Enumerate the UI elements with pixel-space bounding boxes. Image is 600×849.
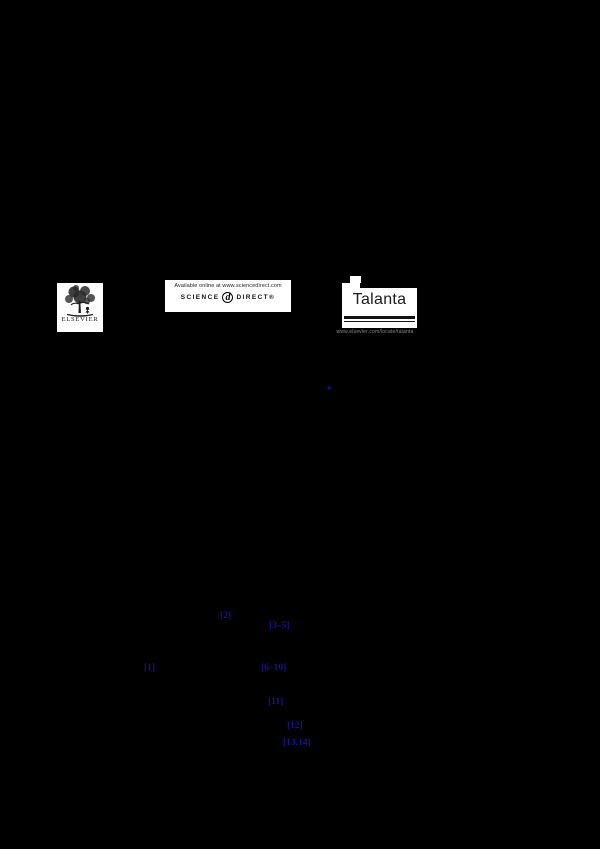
- journal-website-text: www.elsevier.com/locate/talanta: [336, 329, 414, 335]
- talanta-rule-thick: [344, 316, 415, 319]
- sciencedirect-logo: [181, 292, 276, 303]
- talanta-rule-thin: [344, 321, 415, 322]
- talanta-logo: [342, 283, 417, 328]
- citation-link[interactable]: [2]: [220, 611, 232, 621]
- sciencedirect-science-text: SCIENCE: [180, 294, 220, 301]
- citation-link[interactable]: [12]: [287, 721, 303, 731]
- elsevier-logo: [57, 283, 103, 332]
- citation-link[interactable]: [11]: [268, 697, 284, 707]
- citation-link[interactable]: [1]: [144, 663, 156, 673]
- talanta-cover-topbar: [360, 283, 417, 288]
- journal-title: Talanta: [352, 291, 407, 308]
- sciencedirect-d-icon: d: [222, 292, 233, 303]
- citation-link[interactable]: [6–10]: [261, 663, 287, 673]
- available-online-text: Available online at www.sciencedirect.com: [174, 283, 282, 289]
- elsevier-tree-icon: [60, 284, 100, 318]
- citation-link[interactable]: [13,14]: [283, 738, 311, 748]
- author-asterisk-link[interactable]: *: [327, 383, 332, 397]
- sciencedirect-panel: [165, 280, 291, 312]
- sciencedirect-direct-text: DIRECT®: [236, 294, 276, 301]
- elsevier-wordmark: ELSEVIER: [61, 316, 99, 323]
- citation-link[interactable]: [3–5]: [269, 621, 290, 631]
